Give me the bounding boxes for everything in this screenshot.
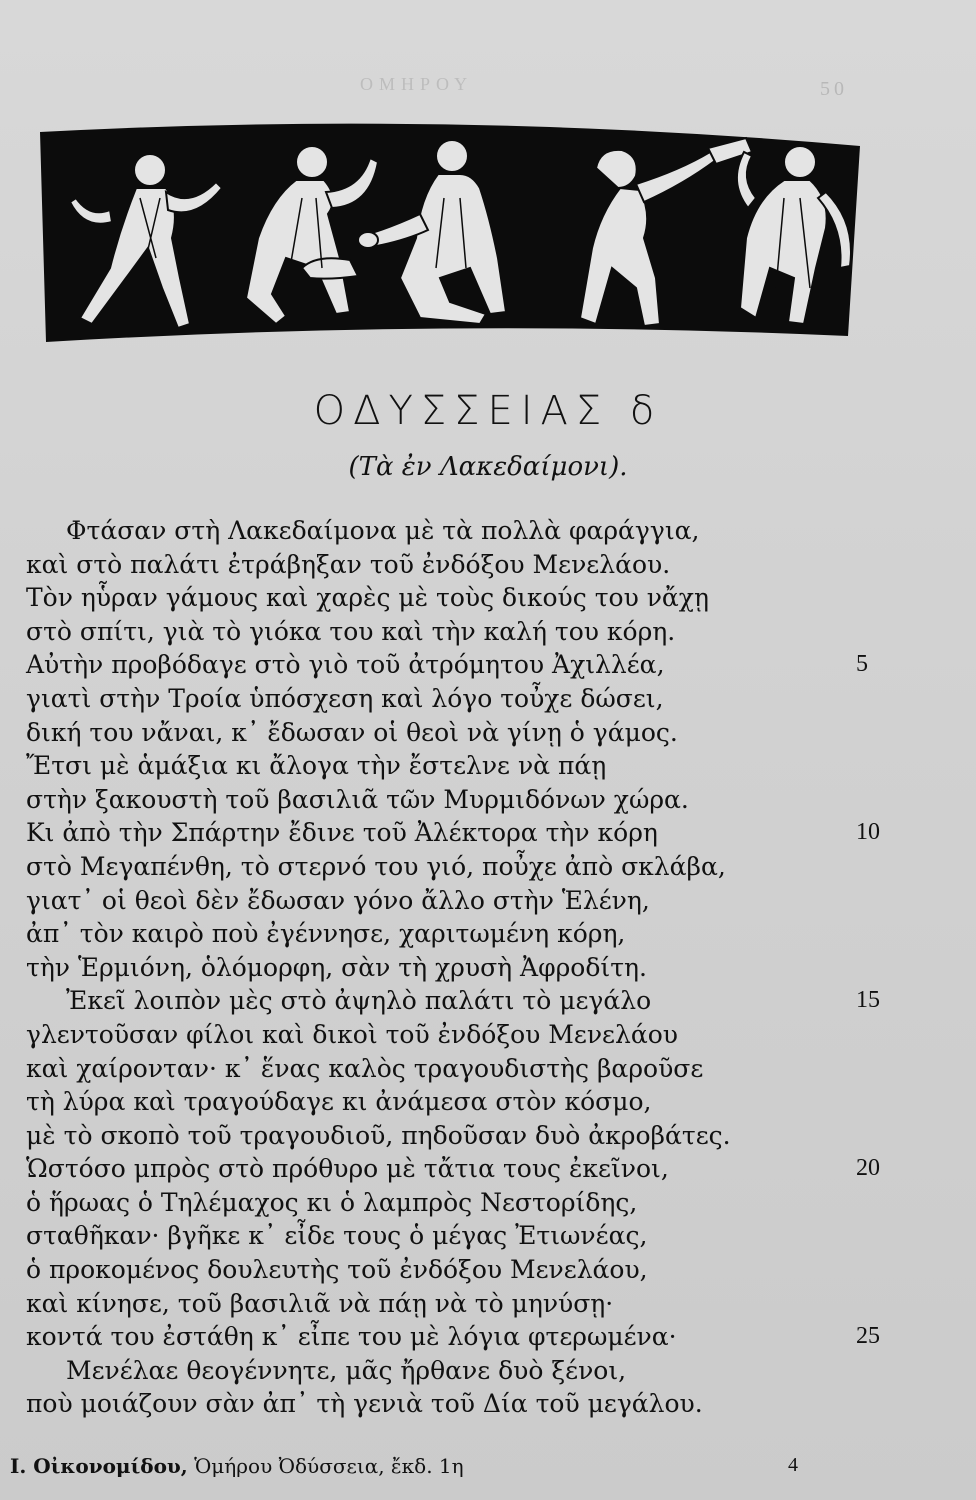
verse-text: γλεντοῦσαν φίλοι καὶ δικοὶ τοῦ ἐνδόξου Μενελάου	[26, 1019, 678, 1049]
footer-author: Ι. Οἰκονομίδου,	[10, 1454, 188, 1478]
verse-line	[26, 1253, 866, 1287]
line-number: 5	[856, 651, 868, 678]
verse-line	[26, 682, 866, 716]
book-subtitle: (Τὰ ἐν Λακεδαίμονι).	[348, 452, 628, 482]
verse-list	[26, 514, 880, 1421]
verse-text: καὶ στὸ παλάτι ἐτράβηξαν τοῦ ἐνδόξου Μενελάου.	[26, 549, 671, 579]
verse-line	[26, 884, 866, 918]
show-through-running-title: ΟΜΗΡΟΥ	[360, 74, 474, 94]
verse-line	[26, 951, 866, 985]
verse-line	[26, 749, 866, 783]
verse-line	[26, 716, 866, 750]
verse-text: Ἔτσι μὲ ἁμάξια κι ἄλογα τὴν ἔστελνε νὰ πάῃ	[26, 751, 607, 781]
verse-text: καὶ χαίρονταν· κ᾽ ἕνας καλὸς τραγουδιστὴς βαροῦσε	[26, 1053, 704, 1083]
verse-text: ποὺ μοιάζουν σὰν ἀπ᾽ τὴ γενιὰ τοῦ Δία τοῦ μεγάλου.	[26, 1389, 703, 1419]
verse-text: ἀπ᾽ τὸν καιρὸ ποὺ ἐγέννησε, χαριτωμένη κόρη,	[26, 919, 626, 949]
verse-text: στὸ σπίτι, γιὰ τὸ γιόκα του καὶ τὴν καλή του κόρη.	[26, 616, 676, 646]
verse-line	[26, 1287, 866, 1321]
verse-text: κοντά του ἐστάθη κ᾽ εἶπε του μὲ λόγια φτερωμένα·	[26, 1322, 677, 1352]
verse-line	[26, 615, 866, 649]
verse-text: Τὸν ηὗραν γάμους καὶ χαρὲς μὲ τοὺς δικούς του νἄχῃ	[26, 583, 709, 613]
line-number: 20	[856, 1155, 880, 1182]
verse-line	[26, 1018, 866, 1052]
verse-line	[26, 1354, 866, 1388]
verse-text: καὶ κίνησε, τοῦ βασιλιᾶ νὰ πάῃ νὰ τὸ μηνύσῃ·	[26, 1288, 614, 1318]
verse-text: Μενέλαε θεογέννητε, μᾶς ἤρθανε δυὸ ξένοι,	[66, 1355, 627, 1385]
verse-text: τὴν Ἑρμιόνη, ὁλόμορφη, σὰν τὴ χρυσὴ Ἀφροδίτη.	[26, 952, 647, 982]
vase-frieze-illustration	[40, 118, 860, 348]
verse-line	[26, 1052, 866, 1086]
verse-text: τὴ λύρα καὶ τραγούδαγε κι ἀνάμεσα στὸν κόσμο,	[26, 1087, 652, 1117]
footer-work: Ὁμήρου Ὀδύσσεια, ἔκδ. 1η	[187, 1454, 464, 1478]
verse-line	[26, 783, 866, 817]
verse-text: Κι ἀπὸ τὴν Σπάρτην ἔδινε τοῦ Ἀλέκτορα τὴν κόρη	[26, 818, 658, 848]
verse-text: γιατ᾽ οἱ θεοὶ δὲν ἔδωσαν γόνο ἄλλο στὴν Ἑλένη,	[26, 885, 650, 915]
verse-line	[26, 850, 866, 884]
verse-text: ὁ ἥρωας ὁ Τηλέμαχος κι ὁ λαμπρὸς Νεστορίδης,	[26, 1187, 638, 1217]
verse-text: στὸ Μεγαπένθη, τὸ στερνό του γιό, ποὖχε ἀπὸ σκλάβα,	[26, 851, 726, 881]
footer-signature: 4	[788, 1454, 798, 1476]
verse-line	[26, 514, 866, 548]
line-number: 25	[856, 1323, 880, 1350]
verse-text: Φτάσαν στὴ Λακεδαίμονα μὲ τὰ πολλὰ φαράγγια,	[66, 516, 700, 545]
verse-text: σταθῆκαν· βγῆκε κ᾽ εἶδε τους ὁ μέγας Ἐτιωνέας,	[26, 1221, 648, 1251]
verse-text: στὴν ξακουστὴ τοῦ βασιλιᾶ τῶν Μυρμιδόνων χώρα.	[26, 784, 689, 814]
verse-line	[26, 1387, 866, 1421]
verse-text: Αὐτὴν προβόδαγε στὸ γιὸ τοῦ ἀτρόμητου Ἀχιλλέα,	[26, 650, 665, 680]
verse-line	[26, 1186, 866, 1220]
verse-line	[26, 816, 880, 850]
line-number: 10	[856, 819, 880, 846]
verse-line	[26, 1219, 866, 1253]
line-number: 15	[856, 987, 880, 1014]
verse-line	[26, 1320, 880, 1354]
verse-text: γιατὶ στὴν Τροία ὑπόσχεση καὶ λόγο τοὖχε δώσει,	[26, 683, 664, 713]
verse-line	[26, 1152, 880, 1186]
verse-line	[26, 548, 866, 582]
book-title: ΟΔΥΣΣΕΙΑΣ δ	[313, 388, 663, 434]
verse-text: ὁ προκομένος δουλευτὴς τοῦ ἐνδόξου Μενελάου,	[26, 1255, 648, 1285]
verse-text: Ὡστόσο μπρὸς στὸ πρόθυρο μὲ τἄτια τους ἐκεῖνοι,	[26, 1154, 669, 1184]
verse-line	[26, 581, 866, 615]
verse-line	[26, 1119, 866, 1153]
verse-text: μὲ τὸ σκοπὸ τοῦ τραγουδιοῦ, πηδοῦσαν δυὸ ἀκροβάτες.	[26, 1120, 731, 1150]
page-footer	[10, 1454, 870, 1478]
verse-line	[26, 917, 866, 951]
verse-line	[26, 648, 866, 682]
verse-line	[26, 1085, 866, 1119]
verse-line	[26, 984, 880, 1018]
verse-text: δική του νἄναι, κ᾽ ἔδωσαν οἱ θεοὶ νὰ γίνῃ ὁ γάμος.	[26, 717, 678, 747]
verse-text: Ἐκεῖ λοιπὸν μὲς στὸ ἀψηλὸ παλάτι τὸ μεγάλο	[66, 986, 652, 1016]
show-through-page-number: 50	[820, 78, 848, 100]
